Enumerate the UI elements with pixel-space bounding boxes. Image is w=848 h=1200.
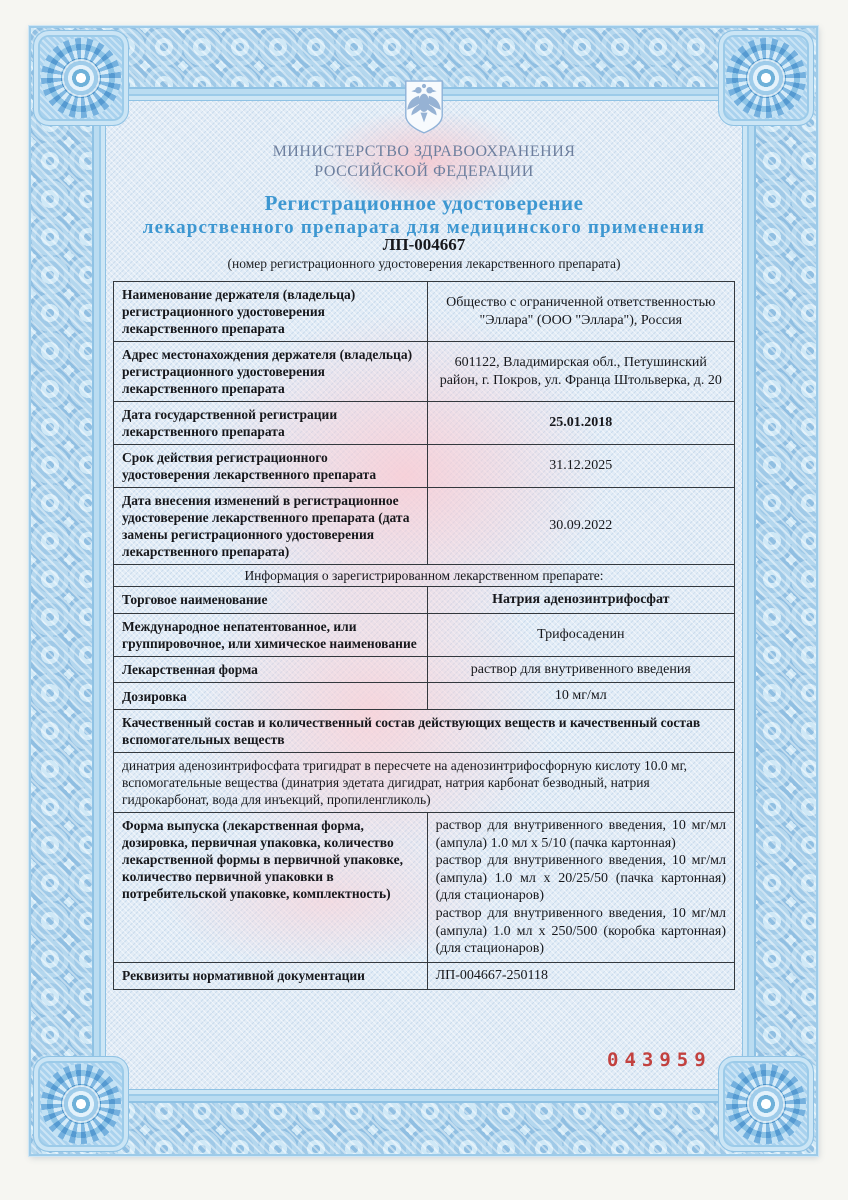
dosage-form-label: Лекарственная форма: [114, 656, 428, 683]
table-row: [114, 752, 735, 812]
inn-value: Трифосаденин: [427, 613, 734, 656]
table-row: [114, 445, 735, 488]
trade-name-value: Натрия аденозинтрифосфат: [427, 587, 734, 614]
dosage-label: Дозировка: [114, 683, 428, 710]
address-value: 601122, Владимирская обл., Петушинский район, г. Покров, ул. Франца Штольверка, д. 20: [427, 342, 734, 402]
registration-number-caption: (номер регистрационного удостоверения лекарственного препарата): [227, 256, 621, 271]
normative-docs-value: ЛП-004667-250118: [427, 962, 734, 989]
inn-label: Международное непатентованное, или группировочное, или химическое наименование: [114, 613, 428, 656]
table-row: [114, 613, 735, 656]
ministry-line-2: РОССИЙСКОЙ ФЕДЕРАЦИИ: [314, 163, 534, 180]
dosage-form-value: раствор для внутривенного введения: [427, 656, 734, 683]
composition-header: Качественный состав и количественный состав действующих веществ и качественный состав вспомогательных веществ: [114, 709, 735, 752]
expiry-date-value: 31.12.2025: [427, 445, 734, 488]
table-row: [114, 587, 735, 614]
table-row: [114, 488, 735, 565]
release-form-label: Форма выпуска (лекарственная форма, дозировка, первичная упаковка, количество лекарственной формы в первичной упаковке, количество первичной упаковки в потребительской упаковке, комплектность): [114, 812, 428, 962]
table-row: [114, 565, 735, 587]
russian-coat-of-arms-icon: [403, 79, 445, 135]
amendment-date-label: Дата внесения изменений в регистрационное удостоверение лекарственного препарата (дата замены регистрационного удостоверения лекарственного препарата): [114, 488, 428, 565]
dosage-value: 10 мг/мл: [427, 683, 734, 710]
info-section-header: Информация о зарегистрированном лекарственном препарате:: [114, 565, 735, 587]
release-form-item: раствор для внутривенного введения, 10 мг/мл (ампула) 1.0 мл х 20/25/50 (пачка картонная) (для стационаров): [435, 853, 726, 904]
table-row: [114, 709, 735, 752]
release-form-item: раствор для внутривенного введения, 10 мг/мл (ампула) 1.0 мл х 5/10 (пачка картонная): [435, 817, 726, 851]
table-row: [114, 812, 735, 962]
table-row: [114, 282, 735, 342]
expiry-date-label: Срок действия регистрационного удостоверения лекарственного препарата: [114, 445, 428, 488]
composition-text: динатрия аденозинтрифосфата тригидрат в пересчете на аденозинтрифосфорную кислоту 10.0 мг, вспомогательные вещества (динатрия эдетата дигидрат, натрия карбонат безводный, натрия гидрокарбонат, вода для инъекций, пропиленгликоль): [114, 752, 735, 812]
serial-number: 043959: [607, 1049, 712, 1071]
document-title: [0, 191, 848, 239]
registration-details-table: [113, 281, 735, 990]
table-row: [114, 656, 735, 683]
normative-docs-label: Реквизиты нормативной документации: [114, 962, 428, 989]
document-title-line-2: лекарственного препарата для медицинского применения: [142, 217, 706, 238]
trade-name-label: Торговое наименование: [114, 587, 428, 614]
registration-date-value: 25.01.2018: [427, 402, 734, 445]
holder-label: Наименование держателя (владельца) регистрационного удостоверения лекарственного препарата: [114, 282, 428, 342]
address-label: Адрес местонахождения держателя (владельца) регистрационного удостоверения лекарственного препарата: [114, 342, 428, 402]
holder-value: Общество с ограниченной ответственностью "Эллара" (ООО "Эллара"), Россия: [427, 282, 734, 342]
registration-date-label: Дата государственной регистрации лекарственного препарата: [114, 402, 428, 445]
release-form-item: раствор для внутривенного введения, 10 мг/мл (ампула) 1.0 мл х 250/500 (коробка картонная) (для стационаров): [435, 906, 726, 957]
table-row: [114, 683, 735, 710]
table-row: [114, 402, 735, 445]
registration-number: ЛП-004667: [382, 235, 466, 254]
release-form-value: [427, 812, 734, 962]
document-title-line-1: Регистрационное удостоверение: [264, 191, 584, 215]
table-row: [114, 342, 735, 402]
amendment-date-value: 30.09.2022: [427, 488, 734, 565]
ministry-name: [0, 142, 848, 182]
ministry-line-1: МИНИСТЕРСТВО ЗДРАВООХРАНЕНИЯ: [272, 143, 576, 160]
table-row: [114, 962, 735, 989]
